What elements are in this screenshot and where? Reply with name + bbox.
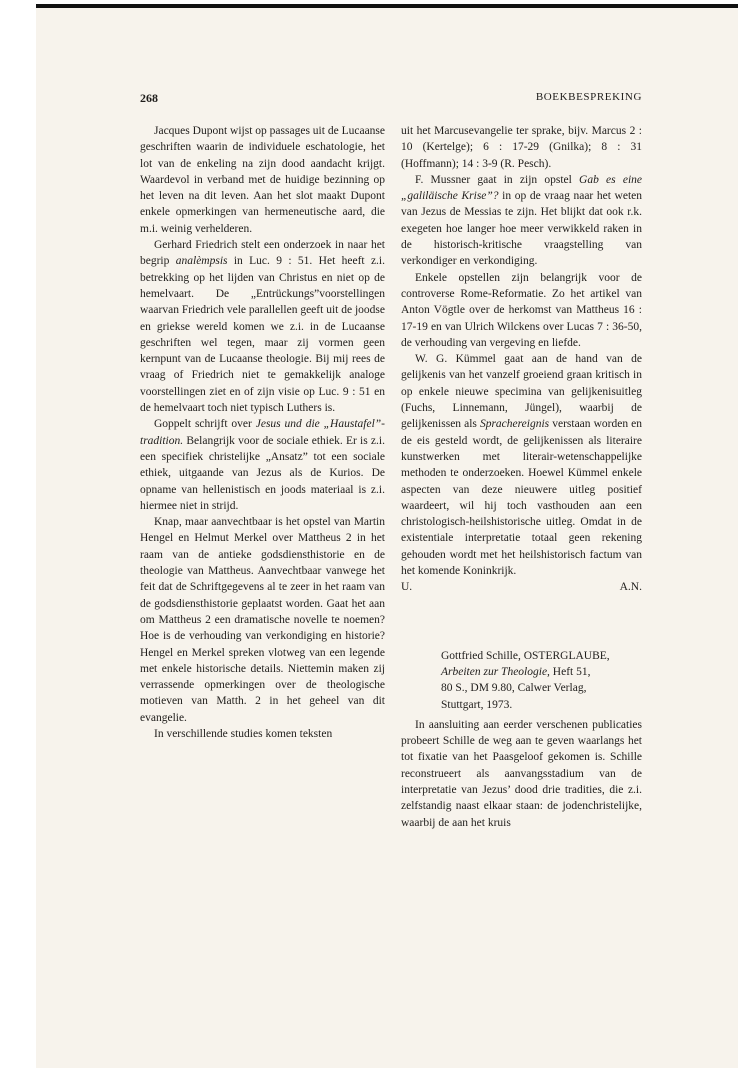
paragraph-schille-review: In aansluiting aan eerder verschenen publicaties probeert Schille de weg aan te geven waarlangs het tot fixatie van het Paasgeloof gekomen is. Schille reconstrueert als aanvangsstadium van de interpretatie van Jezus’ dood drie tradities, die z.i. zelfstandig naast elkaar staan: de jodenchristelijke, waarbij de aan het kruis bbox=[401, 718, 642, 829]
paragraph-marcus: uit het Marcusevangelie ter sprake, bijv. Marcus 2 : 10 (Kertelge); 6 : 17-29 (Gnilka); 8 : 31 (Hoffmann); 14 : 3-9 (R. Pesch). bbox=[401, 125, 642, 170]
paragraph-dupont: Jacques Dupont wijst op passages uit de Lucaanse geschriften waarin de individuele eschatologie, het lot van de enkeling na zijn dood aandacht krijgt. Waardevol in verband met de huidige bezinning op het leven na dit leven. Aan het slot maakt Dupont enkele opmerkingen van hermeneutische aard, die m.i. weinig verhelderen. bbox=[140, 125, 385, 235]
right-column bbox=[401, 123, 642, 831]
book-series: Arbeiten zur Theologie, bbox=[441, 665, 550, 678]
book-details: 80 S., DM 9.80, Calwer Verlag, bbox=[441, 682, 587, 695]
left-column bbox=[140, 123, 385, 742]
signature-left: U. bbox=[401, 581, 413, 594]
title-haustafel: Jesus und die „Haustafel”-tradition. bbox=[140, 418, 385, 447]
paragraph-kummel: W. G. Kümmel gaat aan de hand van de gelijkenis van het vanzelf groeiend graan kritisch in op enkele nieuwe specimina van gelijkenisuitleg (Fuchs, Linnemann, Jüngel), waarbij de gelijkenissen als Sprachereignis verstaan worden en de eis gesteld wordt, de gelijkenissen als literaire kunstwerken met literair-wetenschappelijke methoden te onderzoeken. Hoewel Kümmel enkele aspecten van deze nieuwere uitleg positief waardeert, wil hij toch vasthouden aan een christologisch-heilshistorische uitleg. Omdat in de existentiale interpretatie totaal geen rekening gehouden wordt met het heilshistorisch factum van het komende Koninkrijk. bbox=[401, 353, 642, 578]
page-number: 268 bbox=[140, 91, 158, 105]
book-series-line: Arbeiten zur Theologie, Heft 51, bbox=[441, 665, 591, 678]
paragraph-goppelt: Goppelt schrijft over Jesus und die „Haustafel”-tradition. Belangrijk voor de sociale ethiek. Er is z.i. een specifiek christelijke „Ansatz” tot een sociale ethiek, uitgaande van Jezus als de Kurios. De opname van hellenistisch en joods materiaal is z.i. hiermee niet in strijd. bbox=[140, 418, 385, 512]
title-galilaische-krise: Gab es eine „galiläische Krise”? bbox=[401, 173, 642, 203]
paragraph-mussner: F. Mussner gaat in zijn opstel Gab es eine „galiläische Krise”? in op de vraag naar het weten van Jezus de Messias te zijn. Het blijkt dat ook r.k. exegeten hoe langer hoe meer verwikkeld raken in de historisch-kritische vraagstelling van verkondiger en verkondiging. bbox=[401, 173, 642, 268]
paragraph-rome-reformatie: Enkele opstellen zijn belangrijk voor de controverse Rome-Reformatie. Zo het artikel van Anton Vögtle over de herkomst van Mattheus 16 : 17-19 en van Ulrich Wilckens over Lucas 7 : 36-50, de verhouding van vergeving en liefde. bbox=[401, 271, 642, 349]
book-place-year: Stuttgart, 1973. bbox=[441, 698, 513, 711]
paragraph-hengel-merkel: Knap, maar aanvechtbaar is het opstel van Martin Hengel en Helmut Merkel over Mattheus 2 in het raam van de antieke godsdiensthistorie en de theologie van Mattheus. Aanvechtbaar vanwege het feit dat de Schriftgegevens al te zeer in het raam van de godsdiensthistorie geplaatst worden. Gaat het aan om Mattheus 2 een dramatische novelle te noemen? Hoe is de verhouding van verkondiging en historie? Hengel en Merkel spreken vlotweg van een legende met enkele historische details. Niettemin maken zij verrassende opmerkingen over de theologische motieven van Matth. 2 in het geheel van dit evangelie. bbox=[140, 516, 385, 724]
review-signature bbox=[401, 579, 642, 595]
running-head: BOEKBESPREKING bbox=[535, 91, 642, 103]
book-author-title: Gottfried Schille, OSTERGLAUBE, bbox=[441, 649, 610, 662]
paragraph-studies: In verschillende studies komen teksten bbox=[154, 727, 333, 740]
paragraph-friedrich: Gerhard Friedrich stelt een onderzoek in naar het begrip analèmpsis in Luc. 9 : 51. Het heeft z.i. betrekking op het lijden van Christus en niet op de hemelvaart. De „Entrückungs”voorstellingen waarvan Friedrich vele parallellen geeft uit de joodse en griekse wereld komen we z.i. in de Lucaanse geschriften wel tegen, maar zij vormen geen kernpunt van de Lucaanse theologie. Bij mij rees de vraag of Friedrich niet te gemakkelijk analoge voorstellingen ziet en of zijn visie op Luc. 9 : 51 en de hemelvaart toch niet typisch Luthers is. bbox=[140, 239, 386, 415]
term-analempsis: analèmpsis bbox=[175, 255, 228, 268]
book-entry bbox=[441, 648, 642, 713]
term-sprachereignis: Sprachereignis bbox=[479, 418, 550, 431]
signature-right: A.N. bbox=[619, 581, 642, 594]
